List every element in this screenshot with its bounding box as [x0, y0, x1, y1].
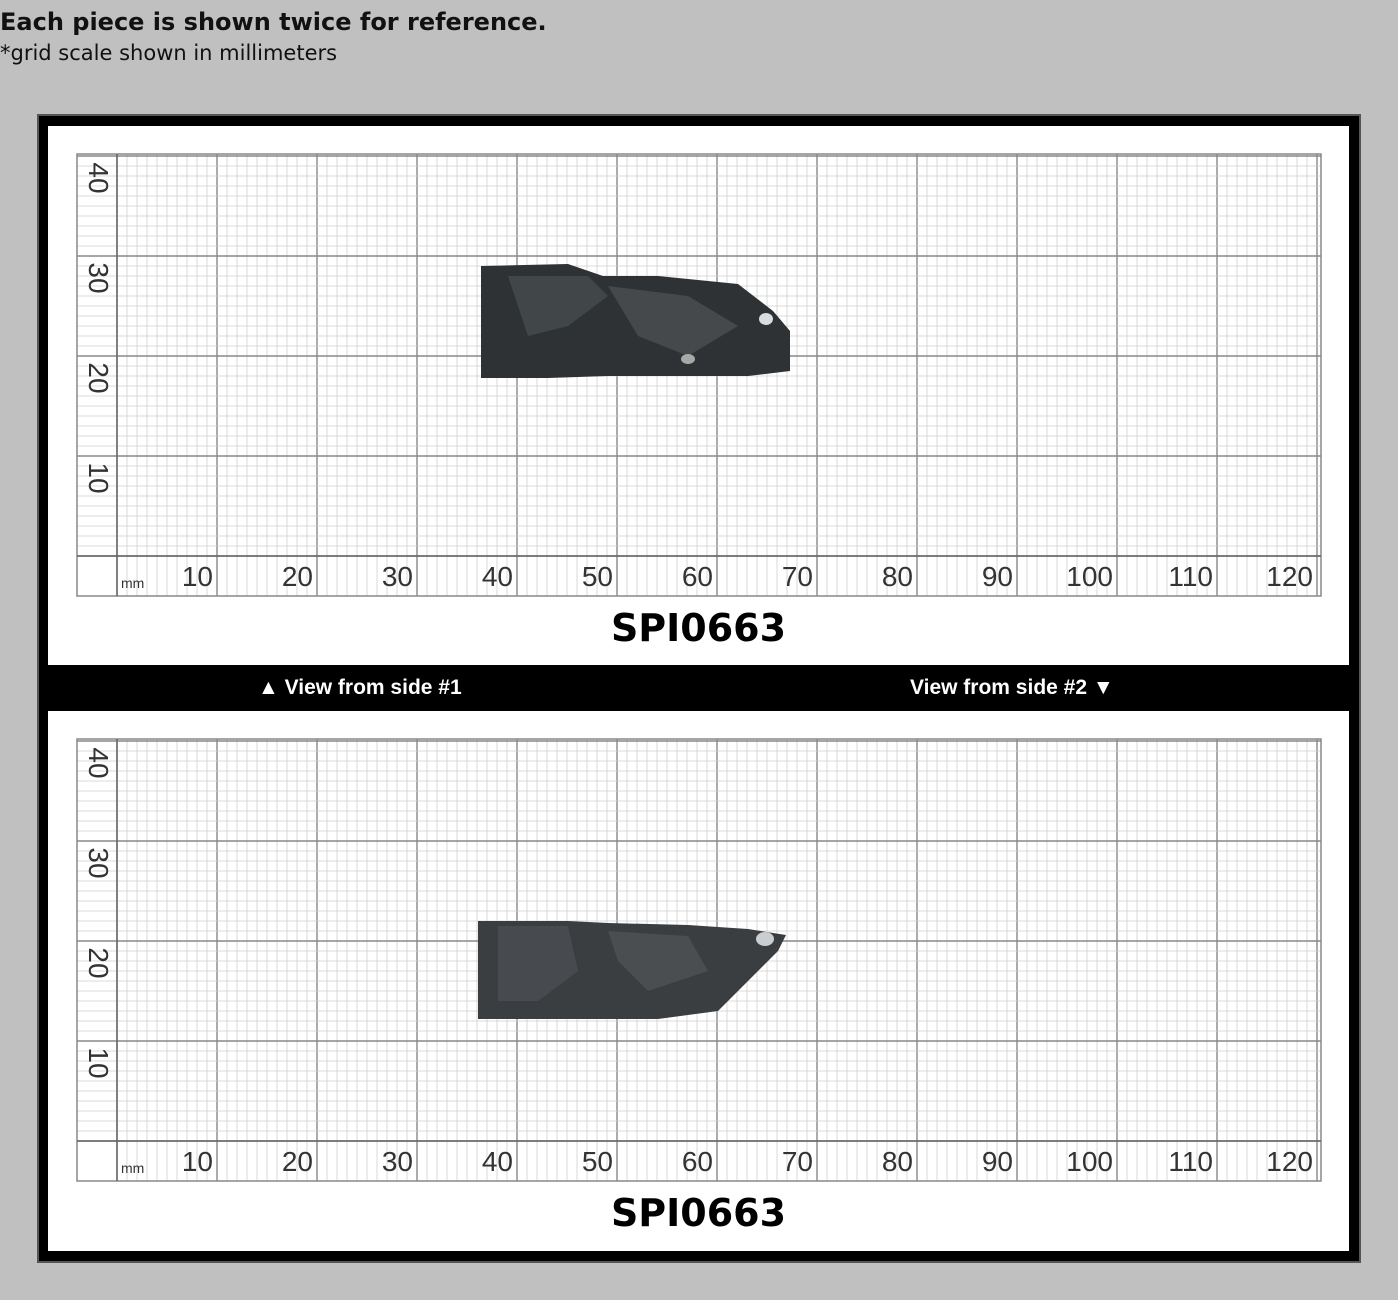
x-tick-label: 90: [981, 1146, 1013, 1177]
unit-label: mm: [121, 1160, 145, 1176]
x-tick-label: 20: [281, 1146, 313, 1177]
x-tick-label: 80: [881, 1146, 913, 1177]
x-tick-label: 100: [1066, 561, 1113, 592]
y-tick-label: 30: [83, 847, 114, 879]
x-tick-label: 30: [381, 561, 413, 592]
x-tick-label: 120: [1266, 561, 1313, 592]
x-tick-label: 60: [681, 561, 713, 592]
specimen-image: [481, 264, 790, 378]
x-tick-label: 40: [481, 1146, 513, 1177]
measurement-grid: [48, 711, 1349, 1191]
measurement-grid: [48, 126, 1349, 606]
x-tick-label: 110: [1168, 1146, 1213, 1177]
x-tick-label: 90: [981, 561, 1013, 592]
y-tick-label: 10: [83, 462, 114, 494]
specimen-code: SPI0663: [610, 1191, 787, 1235]
specimen-code: SPI0663: [610, 606, 787, 650]
x-tick-label: 10: [181, 561, 213, 592]
specimen-panel-side-1: [48, 126, 1349, 665]
x-tick-label: 10: [181, 1146, 213, 1177]
unit-label: mm: [121, 575, 145, 591]
x-tick-label: 120: [1266, 1146, 1313, 1177]
page-title: Each piece is shown twice for reference.: [0, 8, 547, 36]
page-subtitle: *grid scale shown in millimeters: [0, 41, 338, 65]
side-2-label: View from side #2 ▼: [910, 676, 1114, 699]
x-tick-label: 50: [581, 1146, 613, 1177]
x-tick-label: 100: [1066, 1146, 1113, 1177]
y-tick-label: 30: [83, 262, 114, 294]
x-tick-label: 80: [881, 561, 913, 592]
x-tick-label: 40: [481, 561, 513, 592]
y-tick-label: 40: [83, 162, 114, 194]
y-tick-label: 20: [83, 362, 114, 394]
y-tick-label: 10: [83, 1047, 114, 1079]
side-1-label: ▲ View from side #1: [258, 676, 462, 699]
specimen-image: [478, 921, 786, 1019]
specimen-panel-side-2: [48, 711, 1349, 1251]
x-tick-label: 60: [681, 1146, 713, 1177]
x-tick-label: 50: [581, 561, 613, 592]
x-tick-label: 70: [781, 561, 813, 592]
x-tick-label: 70: [781, 1146, 813, 1177]
x-tick-label: 20: [281, 561, 313, 592]
x-tick-label: 110: [1168, 561, 1213, 592]
x-tick-label: 30: [381, 1146, 413, 1177]
y-tick-label: 20: [83, 947, 114, 979]
y-tick-label: 40: [83, 747, 114, 779]
